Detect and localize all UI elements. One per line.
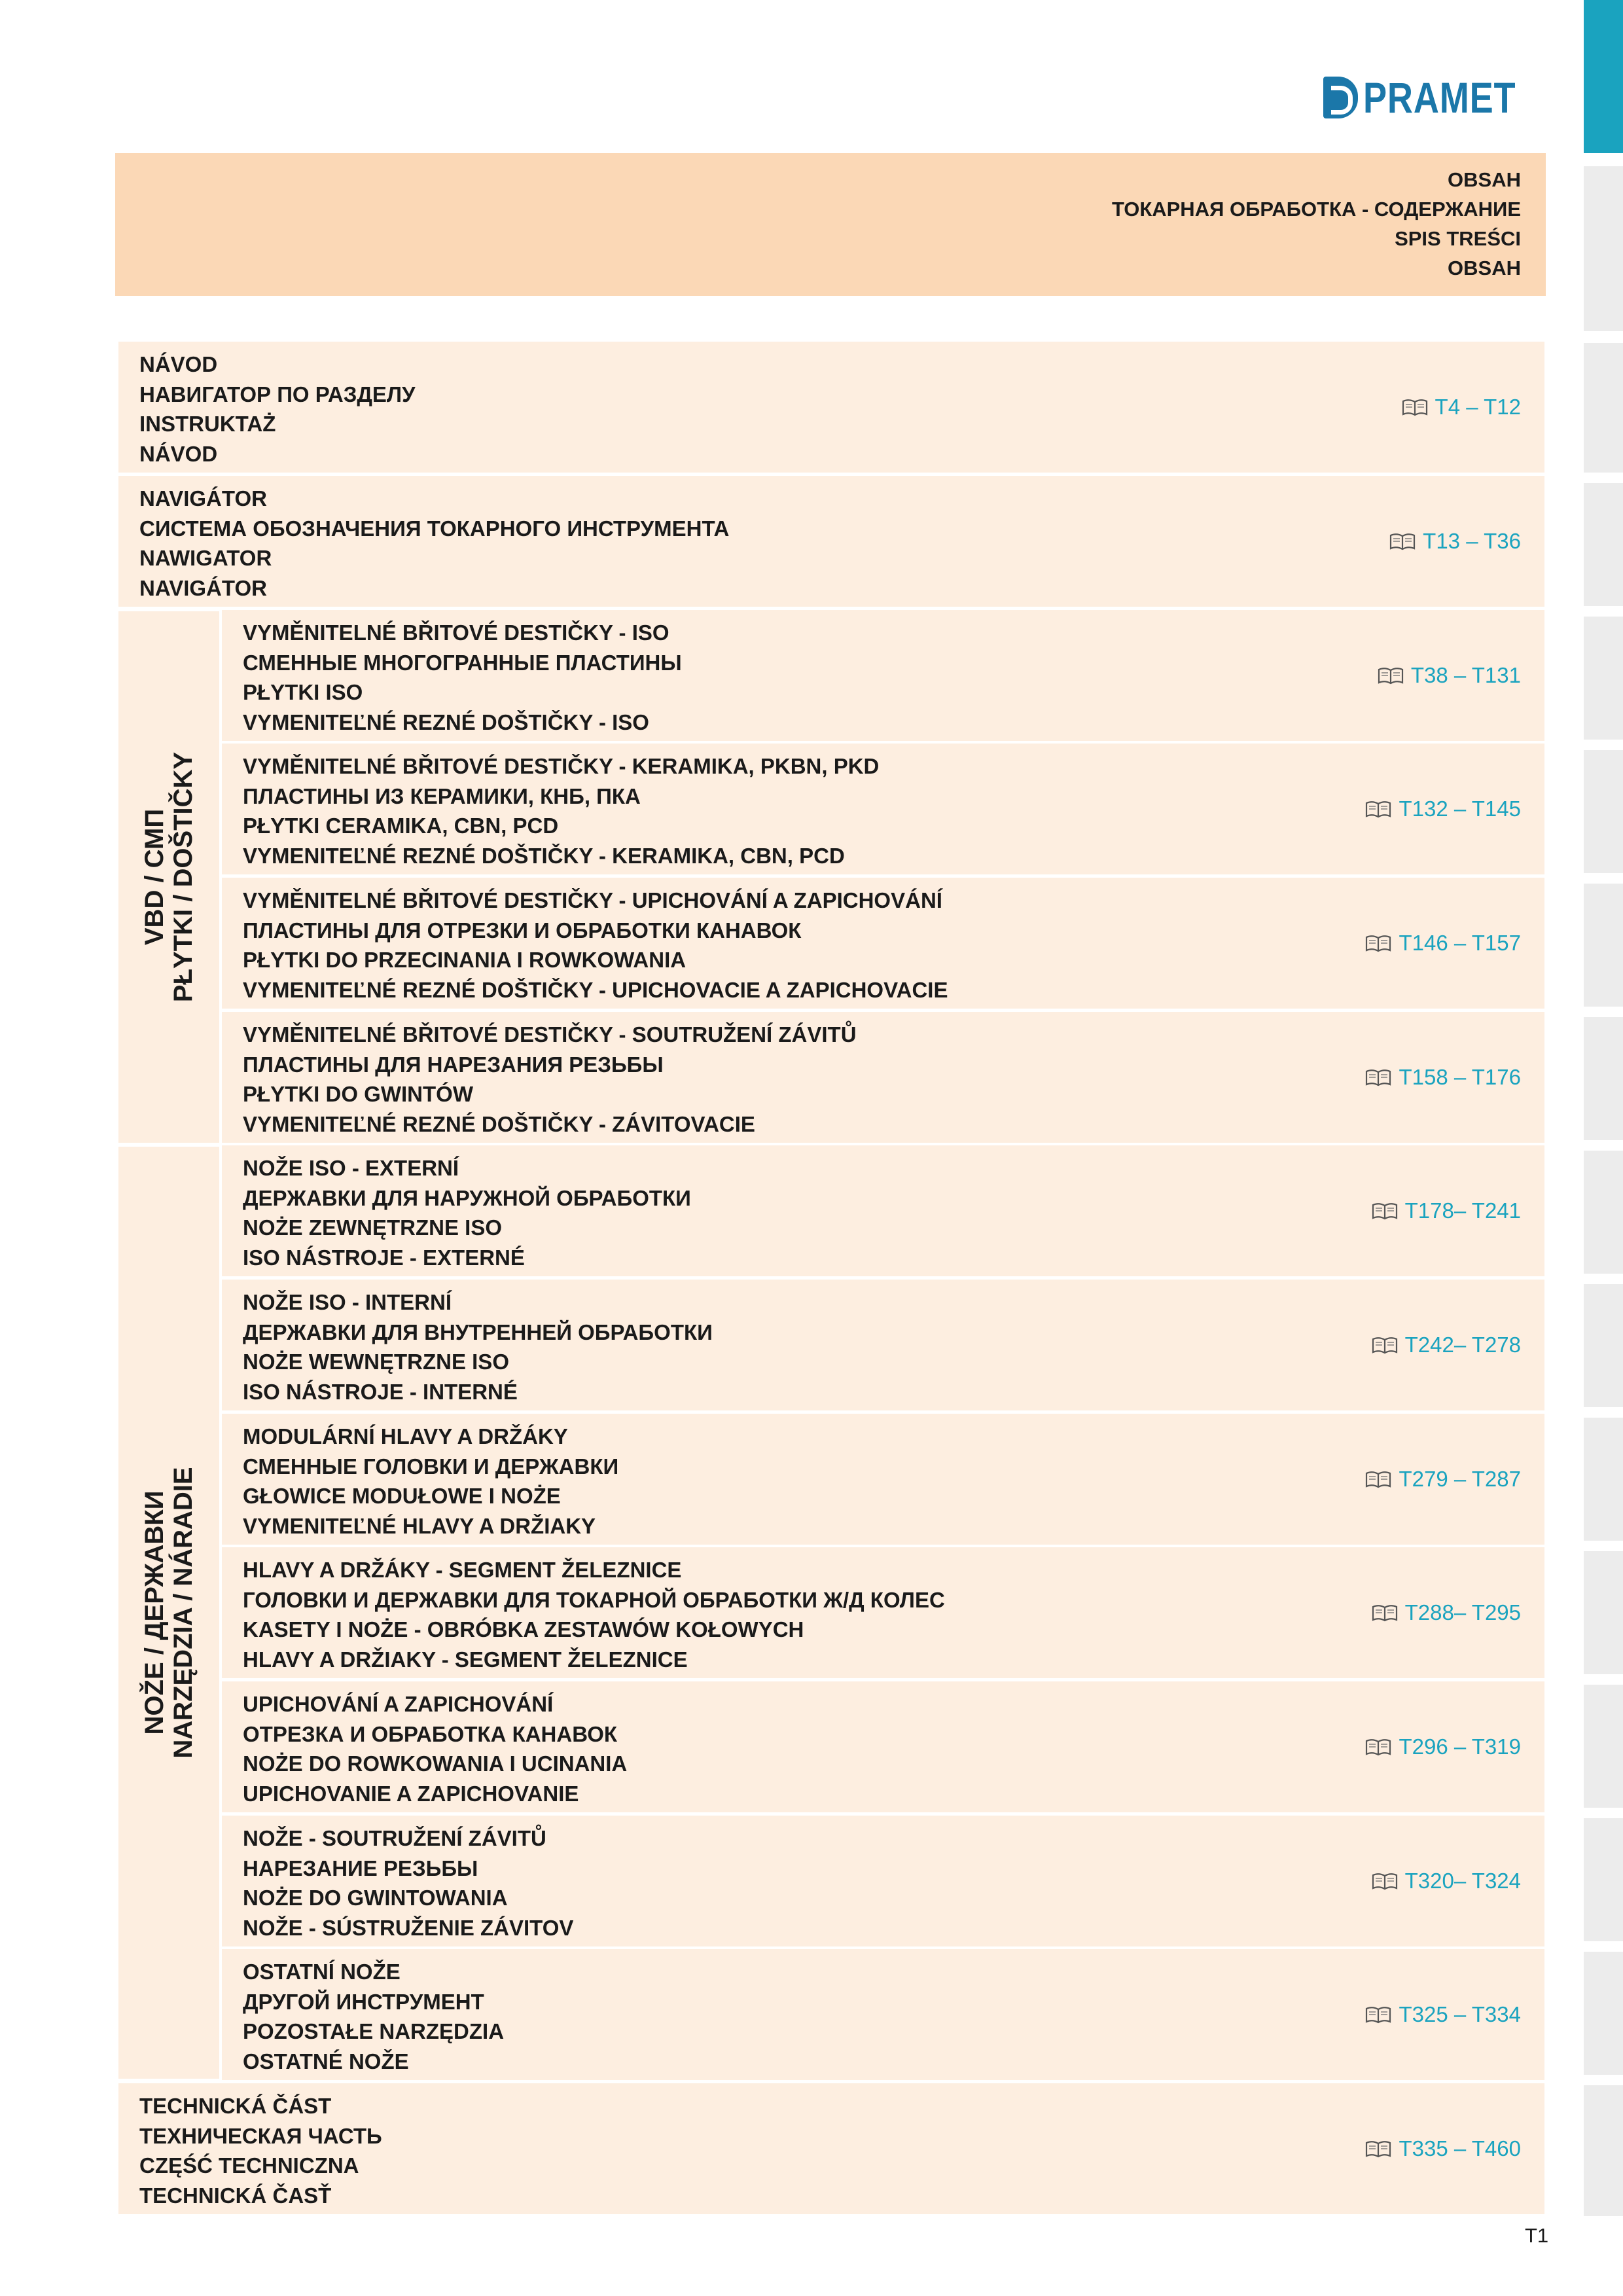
toc-row-line: NÁVOD (139, 352, 218, 376)
book-icon (1364, 1737, 1392, 1757)
toc-row-line: ГОЛОВКИ И ДЕРЖАВКИ ДЛЯ ТОКАРНОЙ ОБРАБОТКИ Ж/Д КОЛЕС (243, 1587, 945, 1612)
toc-row-line: ПЛАСТИНЫ ДЛЯ ОТРЕЗКИ И ОБРАБОТКИ КАНАВОК (243, 918, 802, 942)
toc-row-line: НАРЕЗАНИЕ РЕЗЬБЫ (243, 1856, 478, 1880)
page-range[interactable]: T146 – T157 (1399, 931, 1521, 955)
toc-row[interactable] (118, 476, 1544, 607)
toc-row-title (243, 1422, 618, 1541)
toc-row-line: OSTATNÉ NOŽE (243, 2049, 409, 2073)
group-inserts-label: VBD / СМП PŁYTKI / DOŠTIČKY (140, 751, 198, 1003)
section-tab[interactable] (1584, 343, 1623, 473)
brand-name: PRAMET (1363, 73, 1516, 122)
toc-row[interactable] (222, 744, 1544, 874)
toc-row-line: PŁYTKI ISO (243, 680, 363, 704)
page-reference[interactable] (1371, 1600, 1521, 1625)
toc-row-line: VYMĚNITELNÉ BŘITOVÉ DESTIČKY - ISO (243, 620, 669, 645)
section-tab[interactable] (1584, 1818, 1623, 1941)
book-icon (1364, 1067, 1392, 1087)
toc-row-line: ПЛАСТИНЫ ДЛЯ НАРЕЗАНИЯ РЕЗЬБЫ (243, 1052, 664, 1077)
book-icon (1364, 799, 1392, 819)
book-icon (1371, 1201, 1399, 1221)
header-line: OBSAH (1448, 168, 1521, 191)
header-line: ТОКАРНАЯ ОБРАБОТКА - СОДЕРЖАНИЕ (1112, 198, 1521, 221)
toc-row-line: VYMENITEĽNÉ REZNÉ DOŠTIČKY - ZÁVITOVACIE (243, 1111, 755, 1136)
group-tools (118, 1147, 219, 2079)
toc-row-line: ПЛАСТИНЫ ИЗ КЕРАМИКИ, КНБ, ПКА (243, 783, 641, 808)
section-tab[interactable] (1584, 884, 1623, 1007)
page-range[interactable]: T296 – T319 (1399, 1734, 1521, 1759)
toc-row[interactable] (222, 1816, 1544, 1946)
toc-row-line: ДЕРЖАВКИ ДЛЯ ВНУТРЕННЕЙ ОБРАБОТКИ (243, 1319, 713, 1344)
page-reference[interactable] (1364, 1065, 1521, 1090)
toc-row-title (243, 618, 682, 737)
pramet-logo (1323, 73, 1550, 122)
page-reference[interactable] (1371, 1869, 1521, 1893)
toc-row-line: NOŻE WEWNĘTRZNE ISO (243, 1350, 509, 1374)
toc-row-line: OSTATNÍ NOŽE (243, 1960, 401, 1984)
group-tools-label: NOŽE / ДЕРЖАВКИ NARZĘDZIA / NÁRADIE (140, 1467, 198, 1759)
book-icon (1364, 1469, 1392, 1489)
page-range[interactable]: T178– T241 (1404, 1198, 1521, 1223)
toc-row-title (243, 751, 879, 870)
toc-row-line: HLAVY A DRŽIAKY - SEGMENT ŽELEZNICE (243, 1647, 688, 1672)
book-icon (1389, 531, 1416, 551)
section-tab[interactable] (1584, 1418, 1623, 1541)
page-range[interactable]: T38 – T131 (1410, 663, 1521, 687)
toc-row-line: UPICHOVÁNÍ A ZAPICHOVÁNÍ (243, 1692, 554, 1716)
section-tab[interactable] (1584, 2085, 1623, 2216)
toc-row-line: NOŻE ZEWNĘTRZNE ISO (243, 1215, 502, 1240)
toc-row-line: NOŽE - SOUTRUŽENÍ ZÁVITŮ (243, 1826, 546, 1850)
toc-row-line: NAWIGATOR (139, 546, 272, 570)
book-icon (1371, 1603, 1399, 1623)
book-icon (1377, 666, 1404, 685)
page-reference[interactable] (1389, 529, 1521, 554)
toc-row-line: НАВИГАТОР ПО РАЗДЕЛУ (139, 382, 416, 406)
header-line: SPIS TREŚCI (1395, 227, 1521, 250)
page-reference[interactable] (1364, 1734, 1521, 1759)
toc-row-line: TECHNICKÁ ČÁST (139, 2094, 332, 2118)
toc-row[interactable] (118, 342, 1544, 473)
toc-row-line: VYMENITEĽNÉ REZNÉ DOŠTIČKY - ISO (243, 709, 649, 734)
header-band (115, 153, 1546, 296)
page-range[interactable]: T325 – T334 (1399, 2002, 1521, 2026)
toc-row-line: ДЕРЖАВКИ ДЛЯ НАРУЖНОЙ ОБРАБОТКИ (243, 1185, 691, 1210)
toc-row[interactable] (222, 1280, 1544, 1410)
page-range[interactable]: T13 – T36 (1423, 529, 1521, 553)
toc-row[interactable] (222, 1547, 1544, 1678)
toc-row[interactable] (222, 1681, 1544, 1812)
page-range[interactable]: T335 – T460 (1399, 2136, 1521, 2161)
toc-row-line: MODULÁRNÍ HLAVY A DRŽÁKY (243, 1424, 568, 1448)
book-icon (1364, 933, 1392, 953)
page-range[interactable]: T4 – T12 (1435, 395, 1521, 419)
section-tab[interactable] (1584, 1284, 1623, 1407)
toc-row-line: NAVIGÁTOR (139, 486, 267, 511)
section-tab-active[interactable] (1584, 0, 1623, 153)
toc-row[interactable] (222, 878, 1544, 1009)
toc-row-line: NOŽE - SÚSTRUŽENIE ZÁVITOV (243, 1915, 574, 1940)
toc-row-line: VYMĚNITELNÉ BŘITOVÉ DESTIČKY - KERAMIKA, PKBN, PKD (243, 754, 880, 778)
page-reference[interactable] (1364, 1467, 1521, 1492)
section-tab[interactable] (1584, 1952, 1623, 2075)
page-range[interactable]: T279 – T287 (1399, 1467, 1521, 1491)
toc-row-line: ISO NÁSTROJE - EXTERNÉ (243, 1245, 525, 1270)
toc-row-line: NOŽE ISO - INTERNÍ (243, 1290, 452, 1314)
toc-row-line: NOŻE DO ROWKOWANIA I UCINANIA (243, 1751, 628, 1776)
toc-row-line: NÁVOD (139, 441, 218, 466)
toc-row-line: PŁYTKI DO PRZECINANIA I ROWKOWANIA (243, 948, 687, 972)
pramet-logo-icon (1323, 77, 1358, 118)
toc-row-line: ТЕХНИЧЕСКАЯ ЧАСТЬ (139, 2123, 382, 2148)
section-tab[interactable] (1584, 1551, 1623, 1674)
toc-row-line: HLAVY A DRŽÁKY - SEGMENT ŽELEZNICE (243, 1558, 682, 1582)
toc-row-line: VYMĚNITELNÉ BŘITOVÉ DESTIČKY - UPICHOVÁNÍ A ZAPICHOVÁNÍ (243, 888, 942, 912)
toc-row-line: NOŽE ISO - EXTERNÍ (243, 1156, 459, 1180)
section-tab[interactable] (1584, 1151, 1623, 1274)
toc-row-title (243, 1020, 857, 1139)
header-title (1112, 165, 1521, 283)
page-reference[interactable] (1401, 395, 1521, 420)
toc-row-title (139, 2091, 382, 2210)
toc-row-line: VYMENITEĽNÉ HLAVY A DRŽIAKY (243, 1513, 596, 1538)
toc-row-title (243, 886, 948, 1005)
toc-row[interactable] (222, 610, 1544, 741)
page-range[interactable]: T132 – T145 (1399, 797, 1521, 821)
page-reference[interactable] (1371, 1198, 1521, 1223)
toc-row-line: ОТРЕЗКА И ОБРАБОТКА КАНАВОК (243, 1721, 618, 1746)
header-line: OBSAH (1448, 257, 1521, 279)
toc-row-line: UPICHOVANIE A ZAPICHOVANIE (243, 1781, 579, 1806)
toc-row-line: INSTRUKTAŻ (139, 412, 276, 436)
page-reference[interactable] (1371, 1333, 1521, 1357)
page-reference[interactable] (1364, 2136, 1521, 2161)
book-icon (1401, 397, 1429, 417)
page-range[interactable]: T158 – T176 (1399, 1065, 1521, 1089)
page-reference[interactable] (1364, 2002, 1521, 2027)
section-tab[interactable] (1584, 1017, 1623, 1140)
section-tab[interactable] (1584, 166, 1623, 331)
book-icon (1364, 2139, 1392, 2159)
toc-row-title (139, 484, 729, 603)
toc-row-line: PŁYTKI DO GWINTÓW (243, 1082, 473, 1106)
page-reference[interactable] (1377, 663, 1521, 688)
toc-row-title (243, 1153, 691, 1272)
page-number: T1 (1525, 2224, 1549, 2247)
toc-row-line: СИСТЕМА ОБОЗНАЧЕНИЯ ТОКАРНОГО ИНСТРУМЕНТА (139, 516, 730, 541)
book-icon (1371, 1871, 1399, 1891)
book-icon (1371, 1335, 1399, 1355)
section-tab[interactable] (1584, 750, 1623, 873)
section-tab[interactable] (1584, 617, 1623, 740)
toc-row-line: POZOSTAŁE NARZĘDZIA (243, 2019, 505, 2043)
page-range[interactable]: T288– T295 (1404, 1600, 1521, 1624)
page-reference[interactable] (1364, 797, 1521, 821)
toc-row-line: KASETY I NOŻE - OBRÓBKA ZESTAWÓW KOŁOWYCH (243, 1617, 804, 1641)
book-icon (1364, 2005, 1392, 2024)
page-reference[interactable] (1364, 931, 1521, 956)
toc-row[interactable] (222, 1145, 1544, 1276)
group-inserts (118, 611, 219, 1143)
section-tab[interactable] (1584, 483, 1623, 606)
section-tab[interactable] (1584, 1685, 1623, 1808)
toc-row-line: TECHNICKÁ ČASŤ (139, 2183, 332, 2208)
toc-row-line: ISO NÁSTROJE - INTERNÉ (243, 1379, 518, 1404)
toc-row-line: NOŻE DO GWINTOWANIA (243, 1886, 508, 1910)
toc-row-line: VYMENITEĽNÉ REZNÉ DOŠTIČKY - KERAMIKA, CBN, PCD (243, 843, 845, 868)
toc-row[interactable] (118, 2083, 1544, 2214)
toc-row[interactable] (222, 1012, 1544, 1143)
toc-row-line: GŁOWICE MODUŁOWE I NOŻE (243, 1484, 561, 1508)
toc-row-title (243, 1555, 945, 1674)
toc-row-line: СМЕННЫЕ ГОЛОВКИ И ДЕРЖАВКИ (243, 1454, 619, 1479)
toc-row[interactable] (222, 1414, 1544, 1545)
page-range[interactable]: T320– T324 (1404, 1869, 1521, 1893)
page-range[interactable]: T242– T278 (1404, 1333, 1521, 1357)
toc-row-title (139, 350, 416, 469)
toc-row-title (243, 1689, 627, 1808)
toc-row-line: ДРУГОЙ ИНСТРУМЕНТ (243, 1989, 484, 2014)
toc-row-line: СМЕННЫЕ МНОГОГРАННЫЕ ПЛАСТИНЫ (243, 650, 682, 675)
toc-row-title (243, 1287, 713, 1407)
toc-row-line: CZĘŚĆ TECHNICZNA (139, 2153, 359, 2178)
toc-row-title (243, 1823, 573, 1943)
section-tabs (1584, 0, 1623, 2296)
toc-row-line: NAVIGÁTOR (139, 575, 267, 600)
toc-row-line: VYMENITEĽNÉ REZNÉ DOŠTIČKY - UPICHOVACIE A ZAPICHOVACIE (243, 977, 948, 1002)
toc-row-title (243, 1957, 504, 2076)
toc-row-line: PŁYTKI CERAMIKA, CBN, PCD (243, 814, 559, 838)
toc-row-line: VYMĚNITELNÉ BŘITOVÉ DESTIČKY - SOUTRUŽENÍ ZÁVITŮ (243, 1022, 857, 1047)
toc-row[interactable] (222, 1949, 1544, 2080)
